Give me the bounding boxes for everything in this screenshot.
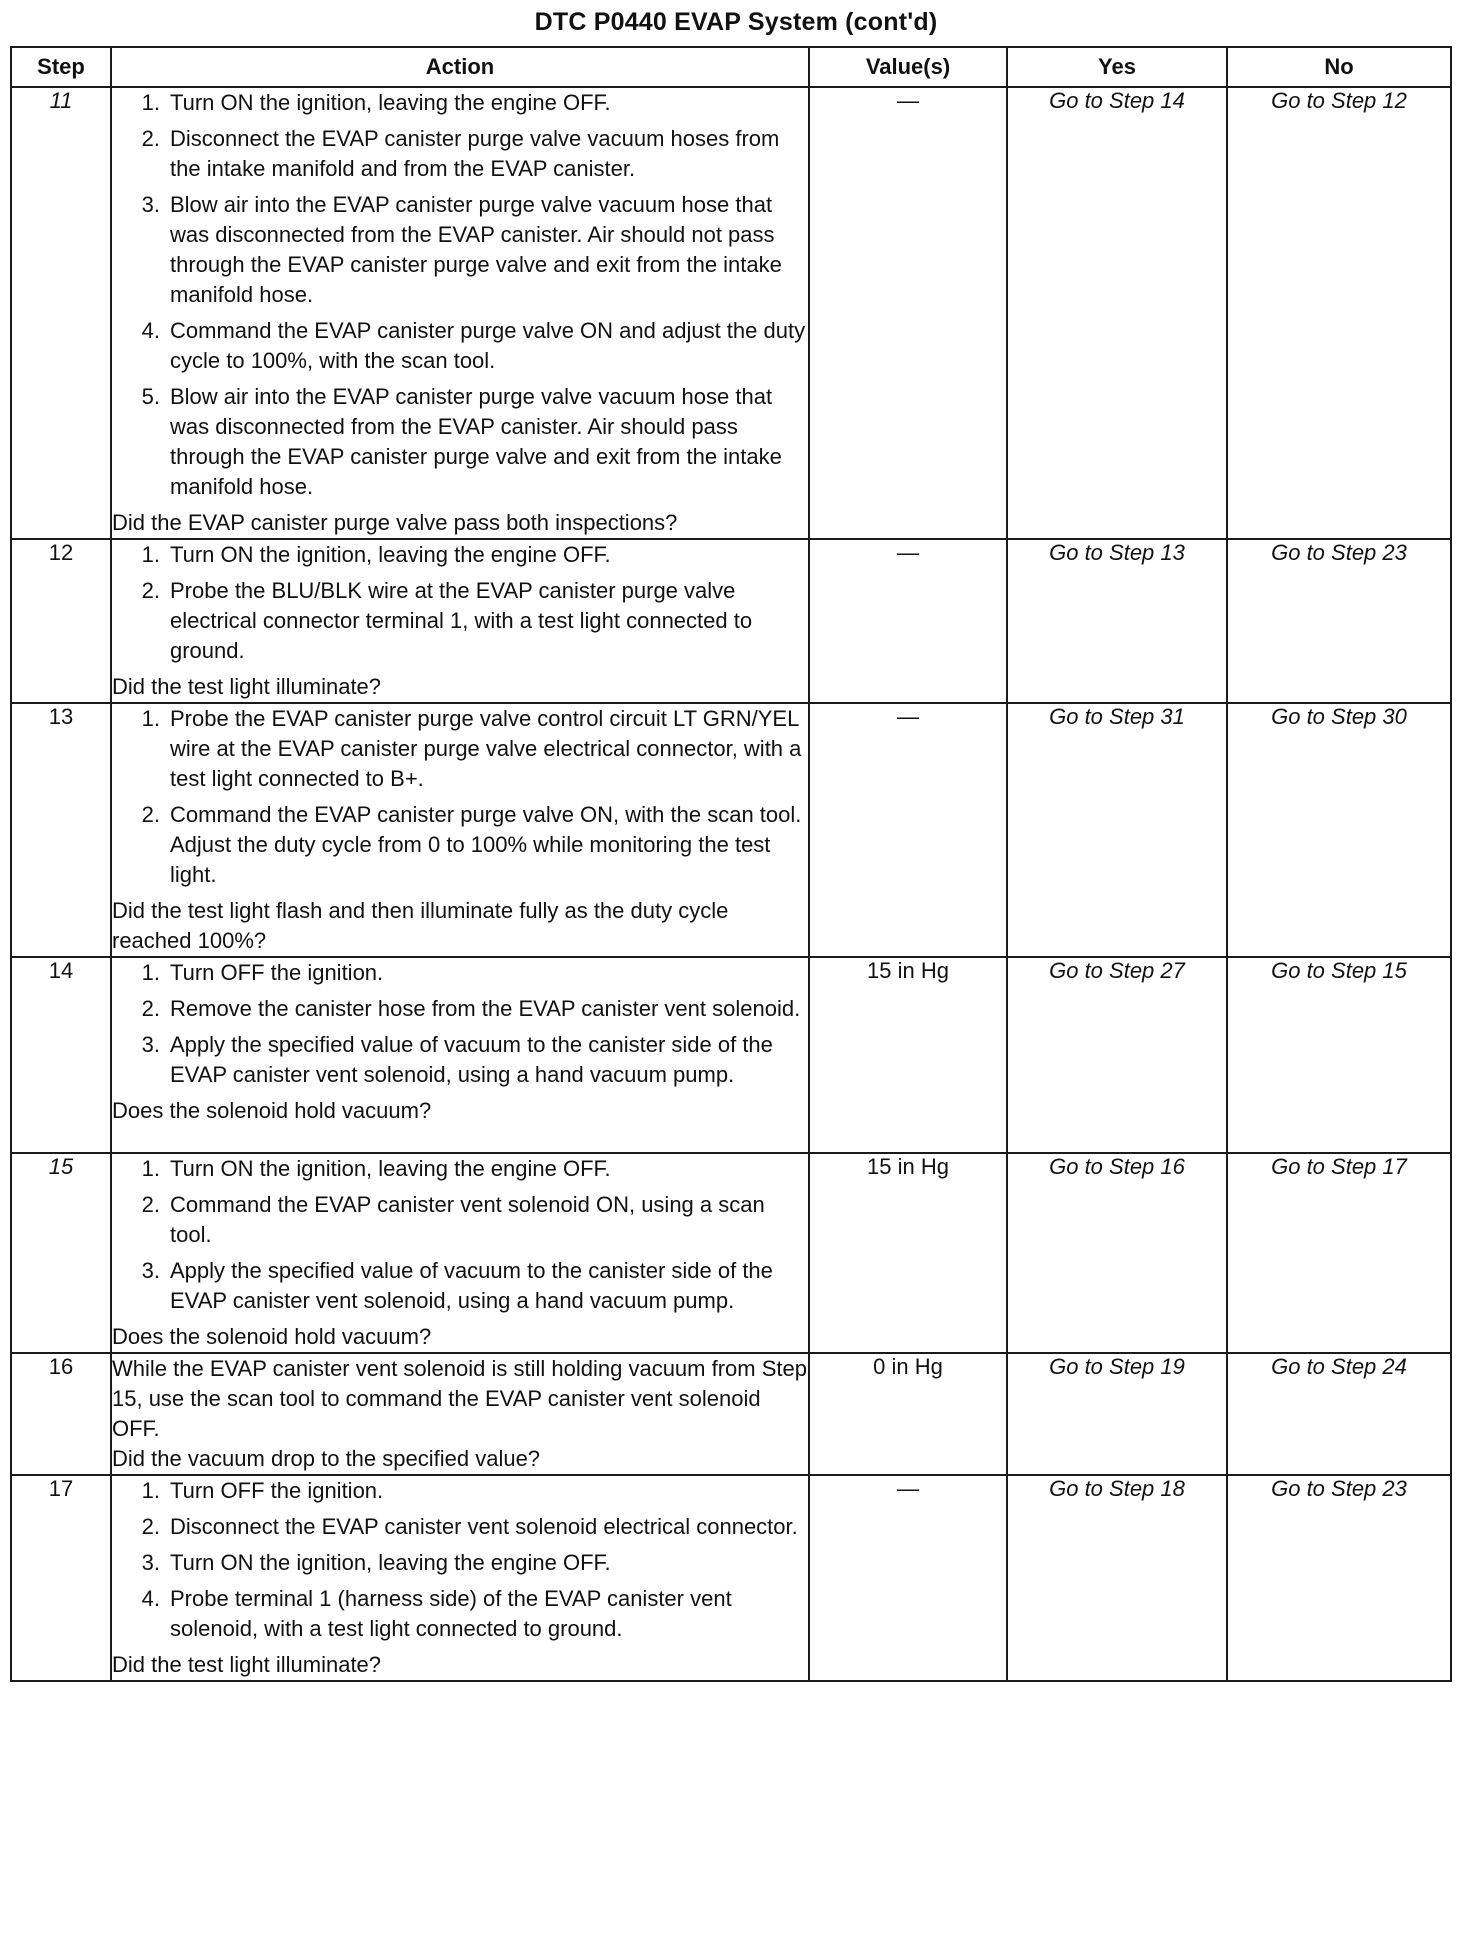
action-item-number: 3. bbox=[141, 1032, 160, 1057]
value-cell: — bbox=[809, 539, 1007, 703]
action-list-item bbox=[112, 704, 808, 794]
action-list-item bbox=[112, 316, 808, 376]
action-list-item bbox=[112, 1476, 808, 1506]
action-item-text: Turn ON the ignition, leaving the engine OFF. bbox=[170, 1550, 611, 1575]
action-item-number: 1. bbox=[141, 1478, 160, 1503]
action-list-item bbox=[112, 1512, 808, 1542]
action-list-item bbox=[112, 1584, 808, 1644]
action-list bbox=[112, 704, 808, 890]
value-cell: — bbox=[809, 87, 1007, 539]
action-item-text: Command the EVAP canister purge valve ON and adjust the duty cycle to 100%, with the scan tool. bbox=[170, 318, 806, 373]
header-step: Step bbox=[11, 47, 111, 87]
table-body bbox=[11, 87, 1451, 1681]
action-item-text: Disconnect the EVAP canister purge valve vacuum hoses from the intake manifold and from the EVAP canister. bbox=[170, 126, 780, 181]
step-number: 14 bbox=[11, 957, 111, 1153]
action-question: Did the vacuum drop to the specified value? bbox=[112, 1446, 541, 1471]
action-item-text: Command the EVAP canister purge valve ON, with the scan tool. Adjust the duty cycle from 0 to 100% while monitoring the test light. bbox=[170, 802, 802, 887]
header-values: Value(s) bbox=[809, 47, 1007, 87]
action-item-number: 2. bbox=[141, 126, 160, 151]
action-list-item bbox=[112, 1256, 808, 1316]
action-item-text: Turn OFF the ignition. bbox=[170, 1478, 384, 1503]
action-question: Did the test light flash and then illuminate fully as the duty cycle reached 100%? bbox=[112, 898, 729, 953]
action-item-text: Turn ON the ignition, leaving the engine OFF. bbox=[170, 1156, 611, 1181]
action-item-text: Disconnect the EVAP canister vent solenoid electrical connector. bbox=[170, 1514, 798, 1539]
action-item-number: 1. bbox=[141, 542, 160, 567]
action-cell bbox=[111, 1153, 809, 1353]
action-list-item bbox=[112, 1030, 808, 1090]
action-item-number: 4. bbox=[141, 318, 160, 343]
action-list-item bbox=[112, 382, 808, 502]
action-item-text: Probe terminal 1 (harness side) of the EVAP canister vent solenoid, with a test light connected to ground. bbox=[170, 1586, 732, 1641]
header-no: No bbox=[1227, 47, 1451, 87]
action-item-number: 2. bbox=[141, 1192, 160, 1217]
action-list-item bbox=[112, 1154, 808, 1184]
action-list-item bbox=[112, 540, 808, 570]
action-list-item bbox=[112, 1548, 808, 1578]
action-item-number: 3. bbox=[141, 1550, 160, 1575]
action-lead-text: While the EVAP canister vent solenoid is still holding vacuum from Step 15, use the scan tool to command the EVAP canister vent solenoid OFF. bbox=[112, 1356, 807, 1441]
action-cell bbox=[111, 539, 809, 703]
action-list-item bbox=[112, 994, 808, 1024]
action-item-number: 1. bbox=[141, 1156, 160, 1181]
action-list bbox=[112, 540, 808, 666]
table-row bbox=[11, 957, 1451, 1153]
header-yes: Yes bbox=[1007, 47, 1227, 87]
action-item-text: Blow air into the EVAP canister purge valve vacuum hose that was disconnected from the EVAP canister. Air should pass through the EVAP canister purge valve and exit from the intake manifold hose. bbox=[170, 384, 782, 499]
action-list-item bbox=[112, 1190, 808, 1250]
action-list-item bbox=[112, 576, 808, 666]
action-cell bbox=[111, 1475, 809, 1681]
yes-result: Go to Step 19 bbox=[1007, 1353, 1227, 1475]
action-item-number: 3. bbox=[141, 1258, 160, 1283]
yes-result: Go to Step 14 bbox=[1007, 87, 1227, 539]
action-item-number: 1. bbox=[141, 90, 160, 115]
action-list bbox=[112, 88, 808, 502]
table-row bbox=[11, 1475, 1451, 1681]
action-item-text: Blow air into the EVAP canister purge valve vacuum hose that was disconnected from the EVAP canister. Air should not pass through the EVAP canister purge valve and exit from the intake manifold hose. bbox=[170, 192, 782, 307]
value-cell: 0 in Hg bbox=[809, 1353, 1007, 1475]
action-list bbox=[112, 1476, 808, 1644]
value-cell: — bbox=[809, 1475, 1007, 1681]
action-question: Does the solenoid hold vacuum? bbox=[112, 1324, 432, 1349]
table-row bbox=[11, 1153, 1451, 1353]
action-item-text: Probe the BLU/BLK wire at the EVAP canister purge valve electrical connector terminal 1, with a test light connected to ground. bbox=[170, 578, 753, 663]
action-question: Did the EVAP canister purge valve pass both inspections? bbox=[112, 510, 678, 535]
yes-result: Go to Step 31 bbox=[1007, 703, 1227, 957]
action-item-text: Command the EVAP canister vent solenoid ON, using a scan tool. bbox=[170, 1192, 765, 1247]
no-result: Go to Step 15 bbox=[1227, 957, 1451, 1153]
no-result: Go to Step 17 bbox=[1227, 1153, 1451, 1353]
action-item-number: 2. bbox=[141, 802, 160, 827]
step-number: 16 bbox=[11, 1353, 111, 1475]
action-list-item bbox=[112, 88, 808, 118]
table-row bbox=[11, 539, 1451, 703]
value-cell: 15 in Hg bbox=[809, 1153, 1007, 1353]
diagnostic-table bbox=[10, 46, 1452, 1682]
action-cell bbox=[111, 703, 809, 957]
yes-result: Go to Step 16 bbox=[1007, 1153, 1227, 1353]
no-result: Go to Step 23 bbox=[1227, 1475, 1451, 1681]
action-item-text: Apply the specified value of vacuum to the canister side of the EVAP canister vent solenoid, using a hand vacuum pump. bbox=[170, 1258, 773, 1313]
action-item-number: 4. bbox=[141, 1586, 160, 1611]
action-item-text: Turn ON the ignition, leaving the engine OFF. bbox=[170, 542, 611, 567]
value-cell: — bbox=[809, 703, 1007, 957]
action-cell bbox=[111, 1353, 809, 1475]
action-item-number: 2. bbox=[141, 578, 160, 603]
action-question: Did the test light illuminate? bbox=[112, 674, 382, 699]
action-list-item bbox=[112, 958, 808, 988]
action-item-text: Turn OFF the ignition. bbox=[170, 960, 384, 985]
action-item-number: 1. bbox=[141, 960, 160, 985]
header-action: Action bbox=[111, 47, 809, 87]
yes-result: Go to Step 27 bbox=[1007, 957, 1227, 1153]
action-item-number: 1. bbox=[141, 706, 160, 731]
table-row bbox=[11, 703, 1451, 957]
value-cell: 15 in Hg bbox=[809, 957, 1007, 1153]
action-item-number: 5. bbox=[141, 384, 160, 409]
step-number: 12 bbox=[11, 539, 111, 703]
no-result: Go to Step 30 bbox=[1227, 703, 1451, 957]
yes-result: Go to Step 13 bbox=[1007, 539, 1227, 703]
action-question: Does the solenoid hold vacuum? bbox=[112, 1098, 432, 1123]
page-title: DTC P0440 EVAP System (cont'd) bbox=[534, 8, 938, 36]
no-result: Go to Step 12 bbox=[1227, 87, 1451, 539]
action-item-text: Apply the specified value of vacuum to the canister side of the EVAP canister vent solenoid, using a hand vacuum pump. bbox=[170, 1032, 773, 1087]
table-header-row bbox=[11, 47, 1451, 87]
step-number: 11 bbox=[11, 87, 111, 539]
action-list bbox=[112, 958, 808, 1090]
action-cell bbox=[111, 87, 809, 539]
action-item-text: Turn ON the ignition, leaving the engine OFF. bbox=[170, 90, 611, 115]
action-item-text: Remove the canister hose from the EVAP canister vent solenoid. bbox=[170, 996, 801, 1021]
action-list-item bbox=[112, 124, 808, 184]
action-question: Did the test light illuminate? bbox=[112, 1652, 382, 1677]
step-number: 15 bbox=[11, 1153, 111, 1353]
action-list-item bbox=[112, 190, 808, 310]
action-item-number: 2. bbox=[141, 996, 160, 1021]
action-list bbox=[112, 1154, 808, 1316]
no-result: Go to Step 24 bbox=[1227, 1353, 1451, 1475]
action-item-number: 2. bbox=[141, 1514, 160, 1539]
action-item-text: Probe the EVAP canister purge valve control circuit LT GRN/YEL wire at the EVAP canister purge valve electrical connector, with a test light connected to B+. bbox=[170, 706, 802, 791]
table-row bbox=[11, 87, 1451, 539]
action-cell bbox=[111, 957, 809, 1153]
step-number: 13 bbox=[11, 703, 111, 957]
yes-result: Go to Step 18 bbox=[1007, 1475, 1227, 1681]
step-number: 17 bbox=[11, 1475, 111, 1681]
no-result: Go to Step 23 bbox=[1227, 539, 1451, 703]
action-list-item bbox=[112, 800, 808, 890]
action-item-number: 3. bbox=[141, 192, 160, 217]
table-row bbox=[11, 1353, 1451, 1475]
